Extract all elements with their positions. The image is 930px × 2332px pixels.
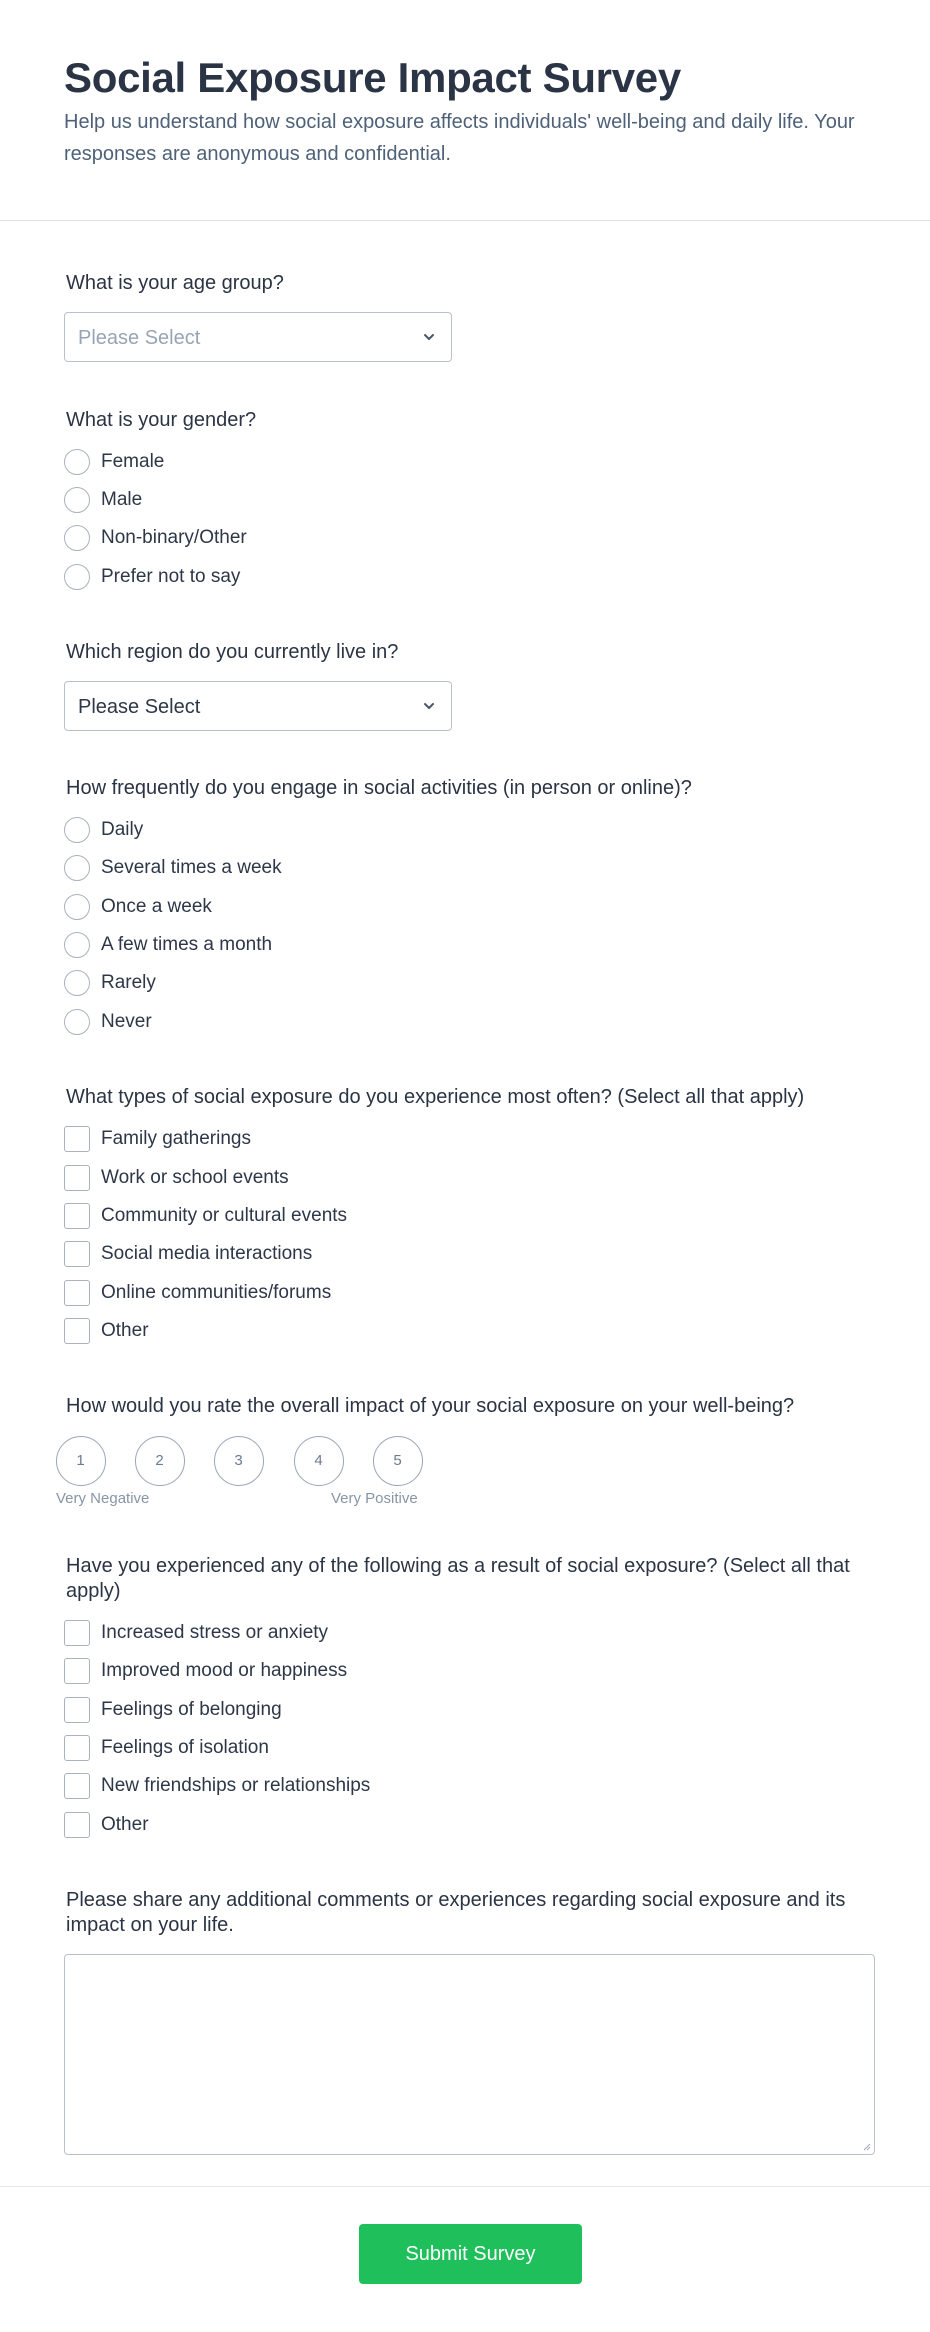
question-age-label: What is your age group? bbox=[66, 272, 284, 294]
checkbox[interactable] bbox=[64, 1165, 90, 1191]
checkbox[interactable] bbox=[64, 1735, 90, 1761]
exposure-type-option-label: Community or cultural events bbox=[101, 1205, 348, 1226]
exposure-type-option[interactable] bbox=[64, 1202, 664, 1230]
exposure-type-option-label: Social media interactions bbox=[101, 1243, 313, 1264]
chevron-down-icon bbox=[421, 698, 437, 714]
rating-number: 5 bbox=[393, 1452, 402, 1469]
question-comments-label: Please share any additional comments or experiences regarding social exposure and its impact on your life. bbox=[66, 1889, 846, 1936]
question-region-label: Which region do you currently live in? bbox=[66, 641, 399, 663]
frequency-option[interactable] bbox=[64, 816, 664, 844]
checkbox[interactable] bbox=[64, 1126, 90, 1152]
comments-textarea[interactable] bbox=[64, 1954, 875, 2155]
question-exposure-types-label: What types of social exposure do you experience most often? (Select all that apply) bbox=[66, 1086, 805, 1108]
rating-high-caption: Very Positive bbox=[331, 1490, 418, 1507]
effect-option-label: Improved mood or happiness bbox=[101, 1660, 348, 1681]
rating-option-4[interactable] bbox=[294, 1436, 344, 1486]
rating-number: 3 bbox=[234, 1452, 243, 1469]
radio-button[interactable] bbox=[64, 1009, 90, 1035]
checkbox[interactable] bbox=[64, 1773, 90, 1799]
gender-option[interactable] bbox=[64, 524, 664, 552]
exposure-type-option-label: Other bbox=[101, 1320, 149, 1341]
effect-option-label: Increased stress or anxiety bbox=[101, 1622, 329, 1643]
region-select[interactable] bbox=[64, 681, 452, 731]
gender-option[interactable] bbox=[64, 448, 664, 476]
checkbox[interactable] bbox=[64, 1658, 90, 1684]
resize-grip-icon[interactable] bbox=[861, 2141, 871, 2151]
checkbox[interactable] bbox=[64, 1812, 90, 1838]
effect-option[interactable] bbox=[64, 1734, 664, 1762]
radio-button[interactable] bbox=[64, 564, 90, 590]
gender-option[interactable] bbox=[64, 486, 664, 514]
rating-option-1[interactable] bbox=[56, 1436, 106, 1486]
question-frequency-label: How frequently do you engage in social activities (in person or online)? bbox=[66, 777, 692, 799]
question-effects-label: Have you experienced any of the following as a result of social exposure? (Select all that apply) bbox=[66, 1555, 850, 1602]
frequency-option-label: Once a week bbox=[101, 896, 212, 917]
exposure-type-option[interactable] bbox=[64, 1279, 664, 1307]
checkbox[interactable] bbox=[64, 1697, 90, 1723]
checkbox[interactable] bbox=[64, 1241, 90, 1267]
gender-option-label: Female bbox=[101, 451, 165, 472]
rating-number: 4 bbox=[314, 1452, 323, 1469]
radio-button[interactable] bbox=[64, 817, 90, 843]
radio-button[interactable] bbox=[64, 970, 90, 996]
effect-option[interactable] bbox=[64, 1772, 664, 1800]
survey-header bbox=[0, 0, 930, 221]
age-group-select[interactable] bbox=[64, 312, 452, 362]
checkbox[interactable] bbox=[64, 1280, 90, 1306]
rating-number: 2 bbox=[155, 1452, 164, 1469]
effect-option-label: Other bbox=[101, 1814, 149, 1835]
frequency-option[interactable] bbox=[64, 893, 664, 921]
rating-number: 1 bbox=[76, 1452, 85, 1469]
gender-option-label: Prefer not to say bbox=[101, 566, 241, 587]
radio-button[interactable] bbox=[64, 449, 90, 475]
question-rating-label: How would you rate the overall impact of your social exposure on your well-being? bbox=[66, 1395, 795, 1417]
checkbox[interactable] bbox=[64, 1203, 90, 1229]
gender-option-label: Male bbox=[101, 489, 143, 510]
rating-option-3[interactable] bbox=[214, 1436, 264, 1486]
gender-option-label: Non-binary/Other bbox=[101, 527, 247, 548]
exposure-type-option[interactable] bbox=[64, 1164, 664, 1192]
radio-button[interactable] bbox=[64, 855, 90, 881]
page-description: Help us understand how social exposure affects individuals' well-being and daily life. Your responses are anonymous and confidential. bbox=[64, 111, 855, 165]
question-gender-label: What is your gender? bbox=[66, 409, 257, 431]
age-group-select-value: Please Select bbox=[78, 327, 201, 349]
region-select-value: Please Select bbox=[78, 696, 201, 718]
frequency-option[interactable] bbox=[64, 854, 664, 882]
effect-option[interactable] bbox=[64, 1811, 664, 1839]
frequency-option-label: Several times a week bbox=[101, 857, 282, 878]
frequency-option-label: A few times a month bbox=[101, 934, 273, 955]
exposure-type-option-label: Online communities/forums bbox=[101, 1282, 332, 1303]
effect-option-label: Feelings of belonging bbox=[101, 1699, 282, 1720]
exposure-type-option[interactable] bbox=[64, 1240, 664, 1268]
checkbox[interactable] bbox=[64, 1318, 90, 1344]
checkbox[interactable] bbox=[64, 1620, 90, 1646]
radio-button[interactable] bbox=[64, 487, 90, 513]
effect-option-label: New friendships or relationships bbox=[101, 1775, 371, 1796]
exposure-type-option[interactable] bbox=[64, 1317, 664, 1345]
page-title: Social Exposure Impact Survey bbox=[64, 54, 681, 101]
rating-option-5[interactable] bbox=[373, 1436, 423, 1486]
effect-option[interactable] bbox=[64, 1657, 664, 1685]
frequency-option-label: Rarely bbox=[101, 972, 156, 993]
submit-survey-button[interactable]: Submit Survey bbox=[359, 2224, 582, 2284]
gender-option[interactable] bbox=[64, 563, 664, 591]
effect-option[interactable] bbox=[64, 1696, 664, 1724]
exposure-type-option-label: Family gatherings bbox=[101, 1128, 251, 1149]
rating-option-2[interactable] bbox=[135, 1436, 185, 1486]
exposure-type-option[interactable] bbox=[64, 1125, 664, 1153]
radio-button[interactable] bbox=[64, 525, 90, 551]
frequency-option-label: Never bbox=[101, 1011, 152, 1032]
radio-button[interactable] bbox=[64, 894, 90, 920]
chevron-down-icon bbox=[421, 329, 437, 345]
effect-option-label: Feelings of isolation bbox=[101, 1737, 269, 1758]
rating-low-caption: Very Negative bbox=[56, 1490, 150, 1507]
frequency-option[interactable] bbox=[64, 931, 664, 959]
footer-divider bbox=[0, 2186, 930, 2187]
exposure-type-option-label: Work or school events bbox=[101, 1167, 289, 1188]
effect-option[interactable] bbox=[64, 1619, 664, 1647]
frequency-option[interactable] bbox=[64, 969, 664, 997]
radio-button[interactable] bbox=[64, 932, 90, 958]
frequency-option-label: Daily bbox=[101, 819, 144, 840]
frequency-option[interactable] bbox=[64, 1008, 664, 1036]
